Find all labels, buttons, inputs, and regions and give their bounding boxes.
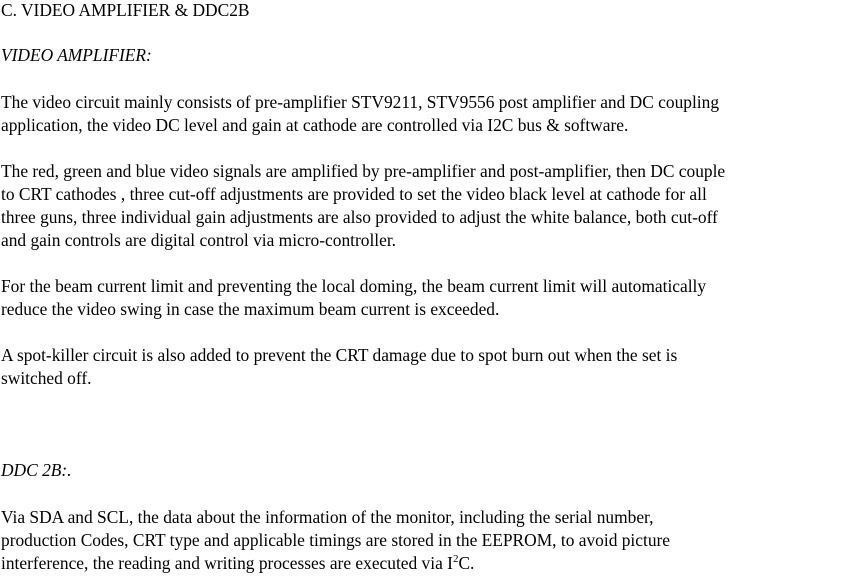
paragraph-line-last [1,552,474,575]
paragraph-line: and gain controls are digital control via micro-controller. [1,230,397,250]
paragraph-line: reduce the video swing in case the maximum beam current is exceeded. [1,299,500,319]
paragraph-line: production Codes, CRT type and applicable timings are stored in the EEPROM, to avoid picture [1,530,671,550]
i2c-superscript: 2 [452,553,459,565]
paragraph-line: three guns, three individual gain adjustments are also provided to adjust the white balance, both cut-off [1,207,718,227]
paragraph-line: application, the video DC level and gain at cathode are controlled via I2C bus & software. [1,115,629,135]
paragraph-line: The video circuit mainly consists of pre-amplifier STV9211, STV9556 post amplifier and DC coupling [1,92,720,112]
video-amplifier-heading: VIDEO AMPLIFIER: [1,45,152,65]
paragraph-line: A spot-killer circuit is also added to prevent the CRT damage due to spot burn out when the set is [1,345,678,365]
paragraph-line: For the beam current limit and preventing the local doming, the beam current limit will automatically [1,276,707,296]
paragraph-line: to CRT cathodes , three cut-off adjustments are provided to set the video black level at cathode for all [1,184,707,204]
last-line-text: interference, the reading and writing processes are executed via I [1,553,453,573]
last-line-suffix: C. [458,553,475,573]
paragraph-line: The red, green and blue video signals are amplified by pre-amplifier and post-amplifier, then DC couple [1,161,726,181]
paragraph-line: switched off. [1,368,92,388]
paragraph-line: Via SDA and SCL, the data about the information of the monitor, including the serial number, [1,507,654,527]
section-title: C. VIDEO AMPLIFIER & DDC2B [1,0,250,20]
ddc2b-heading: DDC 2B:. [1,460,72,480]
